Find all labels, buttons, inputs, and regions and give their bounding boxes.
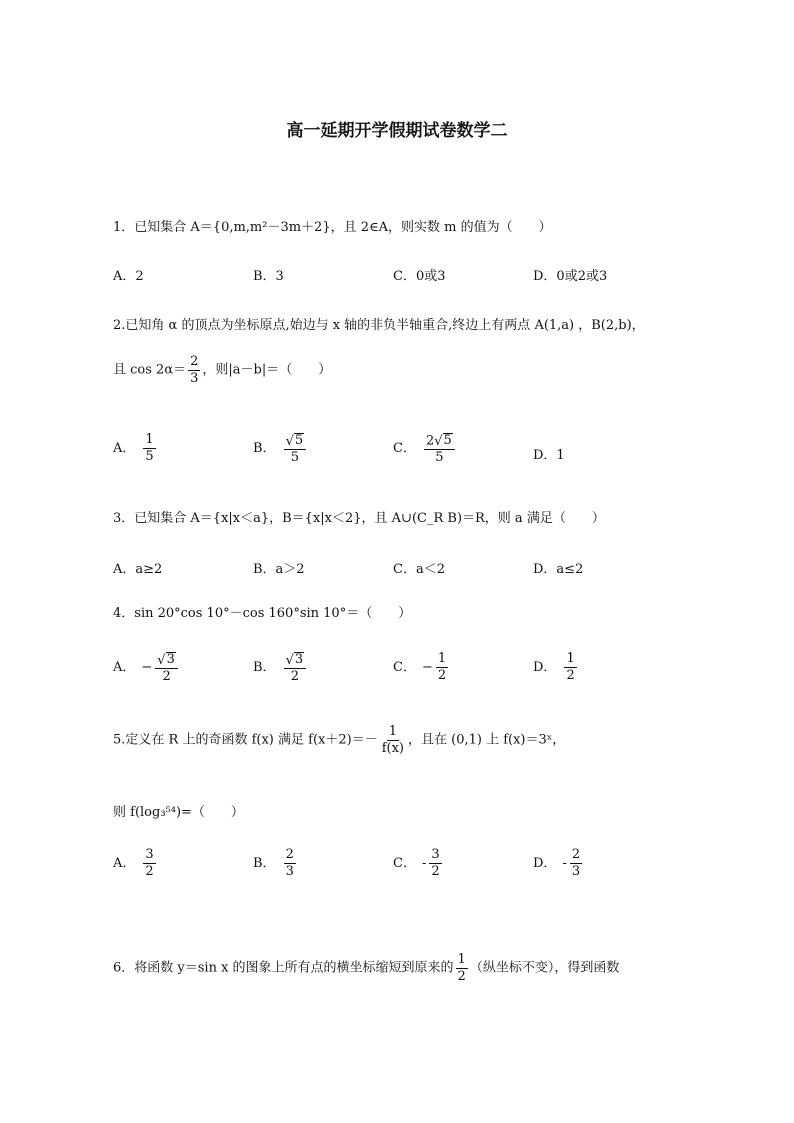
minus-sign: - <box>421 855 427 871</box>
question-4-option-a <box>113 652 180 684</box>
option-label: D． <box>533 855 557 871</box>
question-6-fraction <box>456 953 468 983</box>
page-title: 高一延期开学假期试卷数学二 <box>286 121 508 141</box>
option-label: A． <box>113 660 136 676</box>
question-3-option-d: D．a≤2 <box>533 562 584 577</box>
question-3-option-c: C．a＜2 <box>393 562 445 577</box>
option-label: B． <box>253 660 276 676</box>
option-a-fraction <box>143 848 155 878</box>
fraction-numerator <box>284 652 307 669</box>
radicand: 5 <box>294 433 304 448</box>
fraction-denominator: 3 <box>571 863 581 879</box>
radicand: 3 <box>166 652 175 667</box>
fraction-denominator: f(x) <box>381 740 404 756</box>
option-b-fraction <box>284 652 307 684</box>
fraction-numerator: 1 <box>388 724 397 739</box>
option-label: A． <box>113 855 136 871</box>
question-2-line-2 <box>113 355 331 385</box>
fraction-denominator: 2 <box>437 667 447 683</box>
option-c-fraction <box>424 433 455 465</box>
sqrt-icon: √ 5 <box>434 433 452 449</box>
option-a-fraction <box>143 433 155 463</box>
question-2-fraction <box>188 355 200 385</box>
fraction-denominator: 2 <box>457 968 466 984</box>
question-2-option-b <box>253 433 308 465</box>
question-2-line-2-pre: 且 cos 2α＝ <box>113 362 187 378</box>
question-1-option-a: A．2 <box>113 269 144 284</box>
fraction-numerator <box>155 652 178 669</box>
sqrt-icon: √ 3 <box>285 652 304 668</box>
fraction-denominator: 5 <box>145 448 154 464</box>
radicand: 3 <box>294 652 304 667</box>
fraction-numerator: 3 <box>145 847 154 862</box>
radicand: 5 <box>443 433 452 448</box>
question-4-option-b <box>253 652 308 684</box>
question-1-option-c: C．0或3 <box>393 269 446 284</box>
fraction-denominator: 3 <box>285 863 294 879</box>
option-c-fraction <box>436 652 448 682</box>
fraction-numerator: 1 <box>457 952 466 967</box>
fraction-denominator: 5 <box>435 450 444 466</box>
option-c-fraction <box>429 848 441 878</box>
fraction-numerator: 1 <box>145 432 154 447</box>
question-2-line-1: 2.已知角 α 的顶点为坐标原点,始边与 x 轴的非负半轴重合,终边上有两点 A(1,a) ，B(2,b)， <box>113 318 645 333</box>
coefficient: 2 <box>425 433 435 449</box>
question-6-line-pre: 6．将函数 y＝sin x 的图象上所有点的横坐标缩短到原来的 <box>113 960 454 976</box>
question-5-option-d <box>533 848 584 878</box>
option-label: D． <box>533 659 557 675</box>
fraction-numerator: 2 <box>285 847 294 862</box>
question-3-stem: 3．已知集合 A＝{x|x＜a}，B＝{x|x＜2}，且 A∪(C_R B)＝R，则 a 满足（ ） <box>113 511 605 526</box>
question-6-line <box>113 953 619 983</box>
question-3-option-a: A．a≥2 <box>113 562 163 577</box>
question-1-option-d: D．0或2或3 <box>533 269 608 284</box>
question-2-line-2-post: ，则|a－b|＝（ ） <box>202 362 332 378</box>
option-b-fraction <box>284 433 307 465</box>
question-5-line-1-pre: 5.定义在 R 上的奇函数 f(x) 满足 f(x＋2)＝－ <box>113 732 378 748</box>
option-d-fraction <box>564 652 576 682</box>
sqrt-icon: √ 3 <box>157 652 175 668</box>
question-5-option-b <box>253 848 298 878</box>
fraction-denominator: 3 <box>190 370 199 386</box>
question-5-line-1 <box>113 725 565 755</box>
sqrt-icon: √ 5 <box>285 433 304 449</box>
fraction-numerator: 3 <box>431 847 440 862</box>
option-label: A． <box>113 440 136 456</box>
fraction-numerator <box>284 433 307 450</box>
question-1-option-b: B．3 <box>253 269 284 284</box>
option-a-fraction <box>155 652 178 684</box>
minus-sign: − <box>421 659 433 675</box>
fraction-numerator: 2 <box>571 847 581 862</box>
option-b-fraction <box>284 848 296 878</box>
fraction-numerator: 1 <box>437 651 447 666</box>
option-label: C． <box>393 659 416 675</box>
minus-sign: - <box>562 855 567 871</box>
option-label: B． <box>253 855 276 871</box>
fraction-numerator <box>424 433 455 450</box>
fraction-denominator: 2 <box>290 669 299 685</box>
question-3-option-b: B．a＞2 <box>253 562 305 577</box>
question-6-line-post: （纵坐标不变），得到函数 <box>469 960 620 976</box>
fraction-denominator: 2 <box>431 863 440 879</box>
fraction-numerator: 1 <box>566 651 575 666</box>
fraction-denominator: 5 <box>290 450 299 466</box>
question-5-line-2: 则 f(log₃⁵⁴)=（ ） <box>113 805 244 820</box>
question-1-stem: 1．已知集合 A＝{0,m,m²－3m＋2}，且 2∈A，则实数 m 的值为（ ） <box>113 220 552 235</box>
question-2-option-c <box>393 433 457 465</box>
question-4-option-c <box>393 652 450 682</box>
fraction-denominator: 2 <box>145 863 154 879</box>
option-label: B． <box>253 441 276 457</box>
question-4-stem: 4．sin 20°cos 10°－cos 160°sin 10°＝（ ） <box>113 606 412 621</box>
question-5-fraction <box>380 725 406 755</box>
option-label: C． <box>393 441 416 457</box>
question-2-option-d: D．1 <box>533 448 565 463</box>
option-label: C． <box>393 855 416 871</box>
fraction-denominator: 2 <box>162 669 171 685</box>
fraction-numerator: 2 <box>190 354 199 369</box>
minus-sign: − <box>141 660 153 676</box>
option-d-fraction <box>570 848 582 878</box>
question-5-line-1-post: ，且在 (0,1) 上 f(x)＝3ˣ， <box>408 732 566 748</box>
fraction-denominator: 2 <box>566 667 575 683</box>
question-2-option-a <box>113 433 158 463</box>
question-5-option-a <box>113 848 158 878</box>
question-4-option-d <box>533 652 579 682</box>
question-5-option-c <box>393 848 444 878</box>
